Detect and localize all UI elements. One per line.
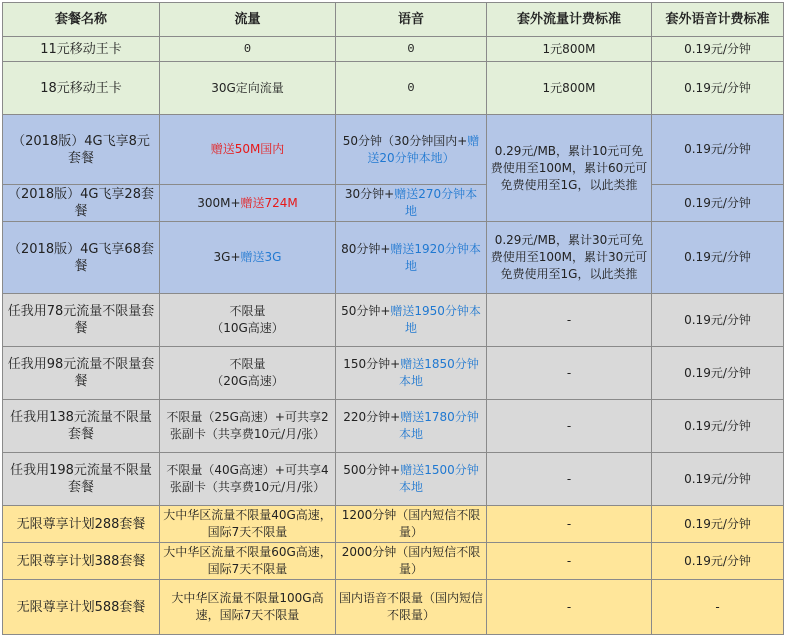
voice-cell xyxy=(336,185,487,222)
plan-name: 无限尊享计划588套餐 xyxy=(3,580,160,635)
data-cell: 30G定向流量 xyxy=(160,62,336,115)
extra-voice-cell: 0.19元/分钟 xyxy=(652,37,784,62)
plan-name: 任我用138元流量不限量套餐 xyxy=(3,400,160,453)
voice-cell: 2000分钟（国内短信不限量） xyxy=(336,543,487,580)
bonus-text: 赠送50M国内 xyxy=(210,142,285,156)
extra-voice-cell: 0.19元/分钟 xyxy=(652,347,784,400)
voice-bonus: 赠送1950分钟本地 xyxy=(390,304,481,335)
header-extra-voice: 套外语音计费标准 xyxy=(652,3,784,37)
header-voice: 语音 xyxy=(336,3,487,37)
table-row xyxy=(3,506,784,543)
data-base: 不限量 xyxy=(229,357,266,371)
voice-base: 30分钟+ xyxy=(344,187,395,201)
table-row xyxy=(3,453,784,506)
table-row xyxy=(3,347,784,400)
voice-base: 80分钟+ xyxy=(341,241,391,256)
plan-name: （2018版）4G飞享8元套餐 xyxy=(3,115,160,185)
extra-voice-cell: 0.19元/分钟 xyxy=(652,453,784,506)
data-bonus: 赠送3G xyxy=(240,250,282,264)
voice-cell: 1200分钟（国内短信不限量） xyxy=(336,506,487,543)
extra-data-cell: 1元800M xyxy=(487,37,652,62)
voice-cell xyxy=(336,115,487,185)
voice-cell xyxy=(336,400,487,453)
plan-name: 18元移动王卡 xyxy=(3,62,160,115)
voice-cell xyxy=(336,453,487,506)
extra-data-cell: - xyxy=(487,506,652,543)
data-base: 3G+ xyxy=(213,250,241,264)
data-cell: 不限量（25G高速）+可共享2张副卡（共享费10元/月/张） xyxy=(160,400,336,453)
extra-data-cell: - xyxy=(487,580,652,635)
plan-name: 任我用78元流量不限量套餐 xyxy=(3,294,160,347)
table-row xyxy=(3,580,784,635)
voice-bonus: 赠送270分钟本地 xyxy=(394,187,478,218)
extra-data-cell: 1元800M xyxy=(487,62,652,115)
data-cell: 大中华区流量不限量100G高速，国际7天不限量 xyxy=(160,580,336,635)
voice-base: 150分钟+ xyxy=(343,357,401,371)
table-row xyxy=(3,543,784,580)
plan-name: 无限尊享计划288套餐 xyxy=(3,506,160,543)
data-note: （20G高速） xyxy=(211,374,284,388)
table-row xyxy=(3,62,784,115)
data-base: 不限量 xyxy=(229,304,266,318)
voice-bonus: 赠送1780分钟本地 xyxy=(398,410,479,441)
data-note: （10G高速） xyxy=(211,321,284,335)
extra-voice-cell: - xyxy=(652,580,784,635)
plan-name: （2018版）4G飞享68套餐 xyxy=(3,222,160,294)
header-data: 流量 xyxy=(160,3,336,37)
table-row xyxy=(3,115,784,185)
plan-name: （2018版）4G飞享28套餐 xyxy=(3,185,160,222)
table-row xyxy=(3,294,784,347)
plan-name: 无限尊享计划388套餐 xyxy=(3,543,160,580)
voice-base: 50分钟（30分钟国内+ xyxy=(342,133,468,148)
plan-name: 11元移动王卡 xyxy=(3,37,160,62)
data-cell xyxy=(160,294,336,347)
voice-base: 500分钟+ xyxy=(343,463,401,477)
header-plan-name: 套餐名称 xyxy=(3,3,160,37)
data-cell xyxy=(160,185,336,222)
data-base: 300M+ xyxy=(197,195,241,210)
voice-cell: 国内语音不限量（国内短信不限量） xyxy=(336,580,487,635)
voice-cell xyxy=(336,222,487,294)
data-cell: 0 xyxy=(160,37,336,62)
extra-data-cell: - xyxy=(487,543,652,580)
extra-voice-cell: 0.19元/分钟 xyxy=(652,400,784,453)
data-cell: 大中华区流量不限量40G高速，国际7天不限量 xyxy=(160,506,336,543)
voice-bonus: 赠送1500分钟本地 xyxy=(398,463,479,494)
voice-cell xyxy=(336,347,487,400)
extra-voice-cell: 0.19元/分钟 xyxy=(652,185,784,222)
extra-voice-cell: 0.19元/分钟 xyxy=(652,115,784,185)
extra-data-cell: - xyxy=(487,453,652,506)
extra-data-cell: 0.29元/MB，累计30元可免费使用至100M，累计30元可免费使用至1G，以此类推 xyxy=(487,222,652,294)
extra-voice-cell: 0.19元/分钟 xyxy=(652,294,784,347)
data-cell xyxy=(160,347,336,400)
voice-bonus: 赠送1920分钟本地 xyxy=(390,241,481,273)
data-cell xyxy=(160,222,336,294)
voice-cell xyxy=(336,294,487,347)
table-row xyxy=(3,222,784,294)
data-cell: 不限量（40G高速）+可共享4张副卡（共享费10元/月/张） xyxy=(160,453,336,506)
header-row xyxy=(3,3,784,37)
voice-base: 50分钟+ xyxy=(341,304,391,318)
extra-voice-cell: 0.19元/分钟 xyxy=(652,506,784,543)
voice-cell: 0 xyxy=(336,37,487,62)
plan-table xyxy=(2,2,784,635)
voice-cell: 0 xyxy=(336,62,487,115)
merged-extra-data-cell: 0.29元/MB，累计10元可免费使用至100M，累计60元可免费使用至1G，以此类推 xyxy=(487,115,652,222)
extra-voice-cell: 0.19元/分钟 xyxy=(652,62,784,115)
extra-data-cell: - xyxy=(487,400,652,453)
voice-base: 220分钟+ xyxy=(343,410,401,424)
extra-data-cell: - xyxy=(487,294,652,347)
voice-bonus: 赠送1850分钟本地 xyxy=(398,357,479,388)
extra-voice-cell: 0.19元/分钟 xyxy=(652,222,784,294)
plan-name: 任我用98元流量不限量套餐 xyxy=(3,347,160,400)
header-extra-data: 套外流量计费标准 xyxy=(487,3,652,37)
bonus-text: 赠送724M xyxy=(240,195,298,210)
voice-bonus: 赠送20分钟本地） xyxy=(367,133,480,165)
table-row xyxy=(3,185,784,222)
data-cell: 大中华区流量不限量60G高速，国际7天不限量 xyxy=(160,543,336,580)
table-row xyxy=(3,37,784,62)
plan-name: 任我用198元流量不限量套餐 xyxy=(3,453,160,506)
extra-data-cell: - xyxy=(487,347,652,400)
data-cell xyxy=(160,115,336,185)
extra-voice-cell: 0.19元/分钟 xyxy=(652,543,784,580)
table-row xyxy=(3,400,784,453)
